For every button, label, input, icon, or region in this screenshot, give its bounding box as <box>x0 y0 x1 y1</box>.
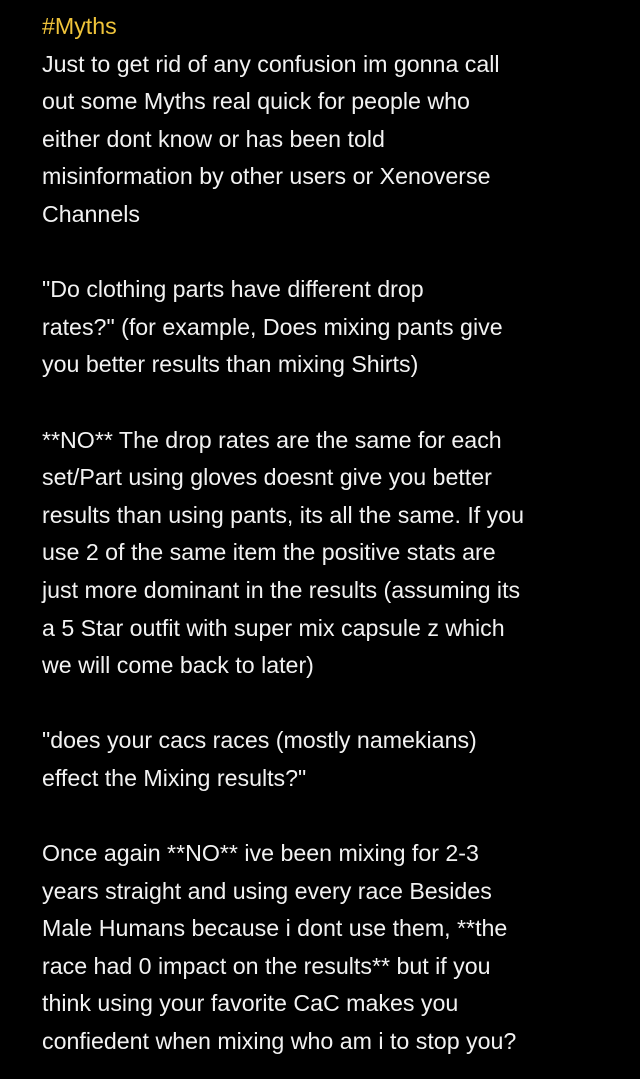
note-body <box>42 8 612 1061</box>
note-line-6 <box>42 234 612 272</box>
note-line-11: **NO** The drop rates are the same for each <box>42 426 502 453</box>
note-line-18 <box>42 685 612 723</box>
note-line-22: Once again **NO** ive been mixing for 2-3 <box>42 840 479 867</box>
note-line-27: confiedent when mixing who am i to stop you? <box>42 1028 517 1055</box>
note-line-16: a 5 Star outfit with super mix capsule z which <box>42 614 505 641</box>
note-line-14: use 2 of the same item the positive stats are <box>42 539 496 566</box>
note-line-7: "Do clothing parts have different drop <box>42 276 424 303</box>
note-line-4: misinformation by other users or Xenoverse <box>42 163 491 190</box>
note-line-12: set/Part using gloves doesnt give you better <box>42 464 492 491</box>
note-line-25: race had 0 impact on the results** but if you <box>42 952 491 979</box>
note-line-15: just more dominant in the results (assuming its <box>42 576 521 603</box>
note-line-8: rates?" (for example, Does mixing pants give <box>42 313 503 340</box>
note-line-17: we will come back to later) <box>42 652 314 679</box>
note-line-24: Male Humans because i dont use them, **the <box>42 915 508 942</box>
note-line-13: results than using pants, its all the same. If you <box>42 501 525 528</box>
note-line-10 <box>42 384 612 422</box>
note-line-23: years straight and using every race Besides <box>42 877 492 904</box>
note-line-1: Just to get rid of any confusion im gonna call <box>42 50 500 77</box>
note-line-19: "does your cacs races (mostly namekians) <box>42 727 477 754</box>
note-line-3: either dont know or has been told <box>42 125 385 152</box>
note-line-2: out some Myths real quick for people who <box>42 88 470 115</box>
hashtag-myths[interactable]: #Myths <box>42 13 117 39</box>
note-line-5: Channels <box>42 200 140 227</box>
note-line-9: you better results than mixing Shirts) <box>42 351 419 378</box>
note-line-20: effect the Mixing results?" <box>42 764 307 791</box>
note-line-21 <box>42 797 612 835</box>
note-line-26: think using your favorite CaC makes you <box>42 990 459 1017</box>
